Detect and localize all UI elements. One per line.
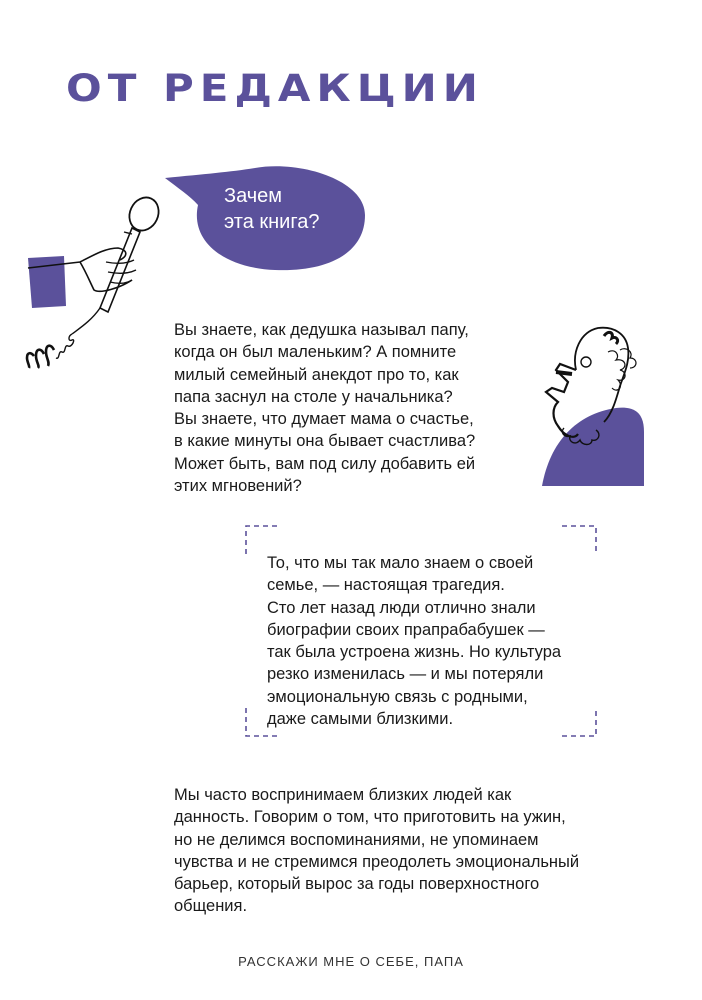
intro-line: в какие минуты она бывает счастлива? [174,432,476,451]
intro-paragraph [174,319,514,497]
quote-line: резко изменилась — и мы потеряли [267,665,544,684]
intro-line: Может быть, вам под силу добавить ей [174,454,476,473]
bubble-line: эта книга? [224,211,320,233]
closing-line: чувства и не стремимся преодолеть эмоциональный [174,852,580,871]
closing-line: Мы часто воспринимаем близких людей как [174,786,512,804]
intro-line: милый семейный анекдот про то, как [174,365,459,384]
hand-microphone-illustration [20,190,170,375]
quote-line: Сто лет назад люди отлично знали [267,598,536,617]
closing-line: но не делимся воспоминаниями, не упоминаем [174,830,539,849]
quote-line: семье, — настоящая трагедия. [267,576,505,595]
intro-line: Вы знаете, что думает мама о счастье, [174,410,474,429]
page-title: ОТ РЕДАКЦИИ [66,66,484,111]
quote-line: даже самыми близкими. [267,710,454,729]
intro-line: когда он был маленьким? А помните [174,343,457,362]
quote-line: так была устроена жизнь. Но культура [267,643,562,662]
running-footer: РАССКАЖИ МНЕ О СЕБЕ, ПАПА [238,954,464,969]
closing-line: данность. Говорим о том, что приготовить на ужин, [174,808,566,827]
quote-block [267,552,587,730]
bubble-line: Зачем [224,185,283,207]
intro-line: этих мгновений? [174,477,302,496]
quote-line: эмоциональную связь с родными, [267,687,528,706]
closing-line: общения. [174,897,248,916]
quote-line: То, что мы так мало знаем о своей [267,554,534,572]
bubble-question [224,183,354,235]
intro-line: Вы знаете, как дедушка называл папу, [174,321,469,339]
intro-line: папа заснул на столе у начальника? [174,387,453,406]
quote-line: биографии своих прапрабабушек — [267,620,545,639]
elderly-man-illustration [516,322,656,492]
closing-line: барьер, который вырос за годы поверхностного [174,875,540,894]
closing-paragraph [174,784,614,918]
